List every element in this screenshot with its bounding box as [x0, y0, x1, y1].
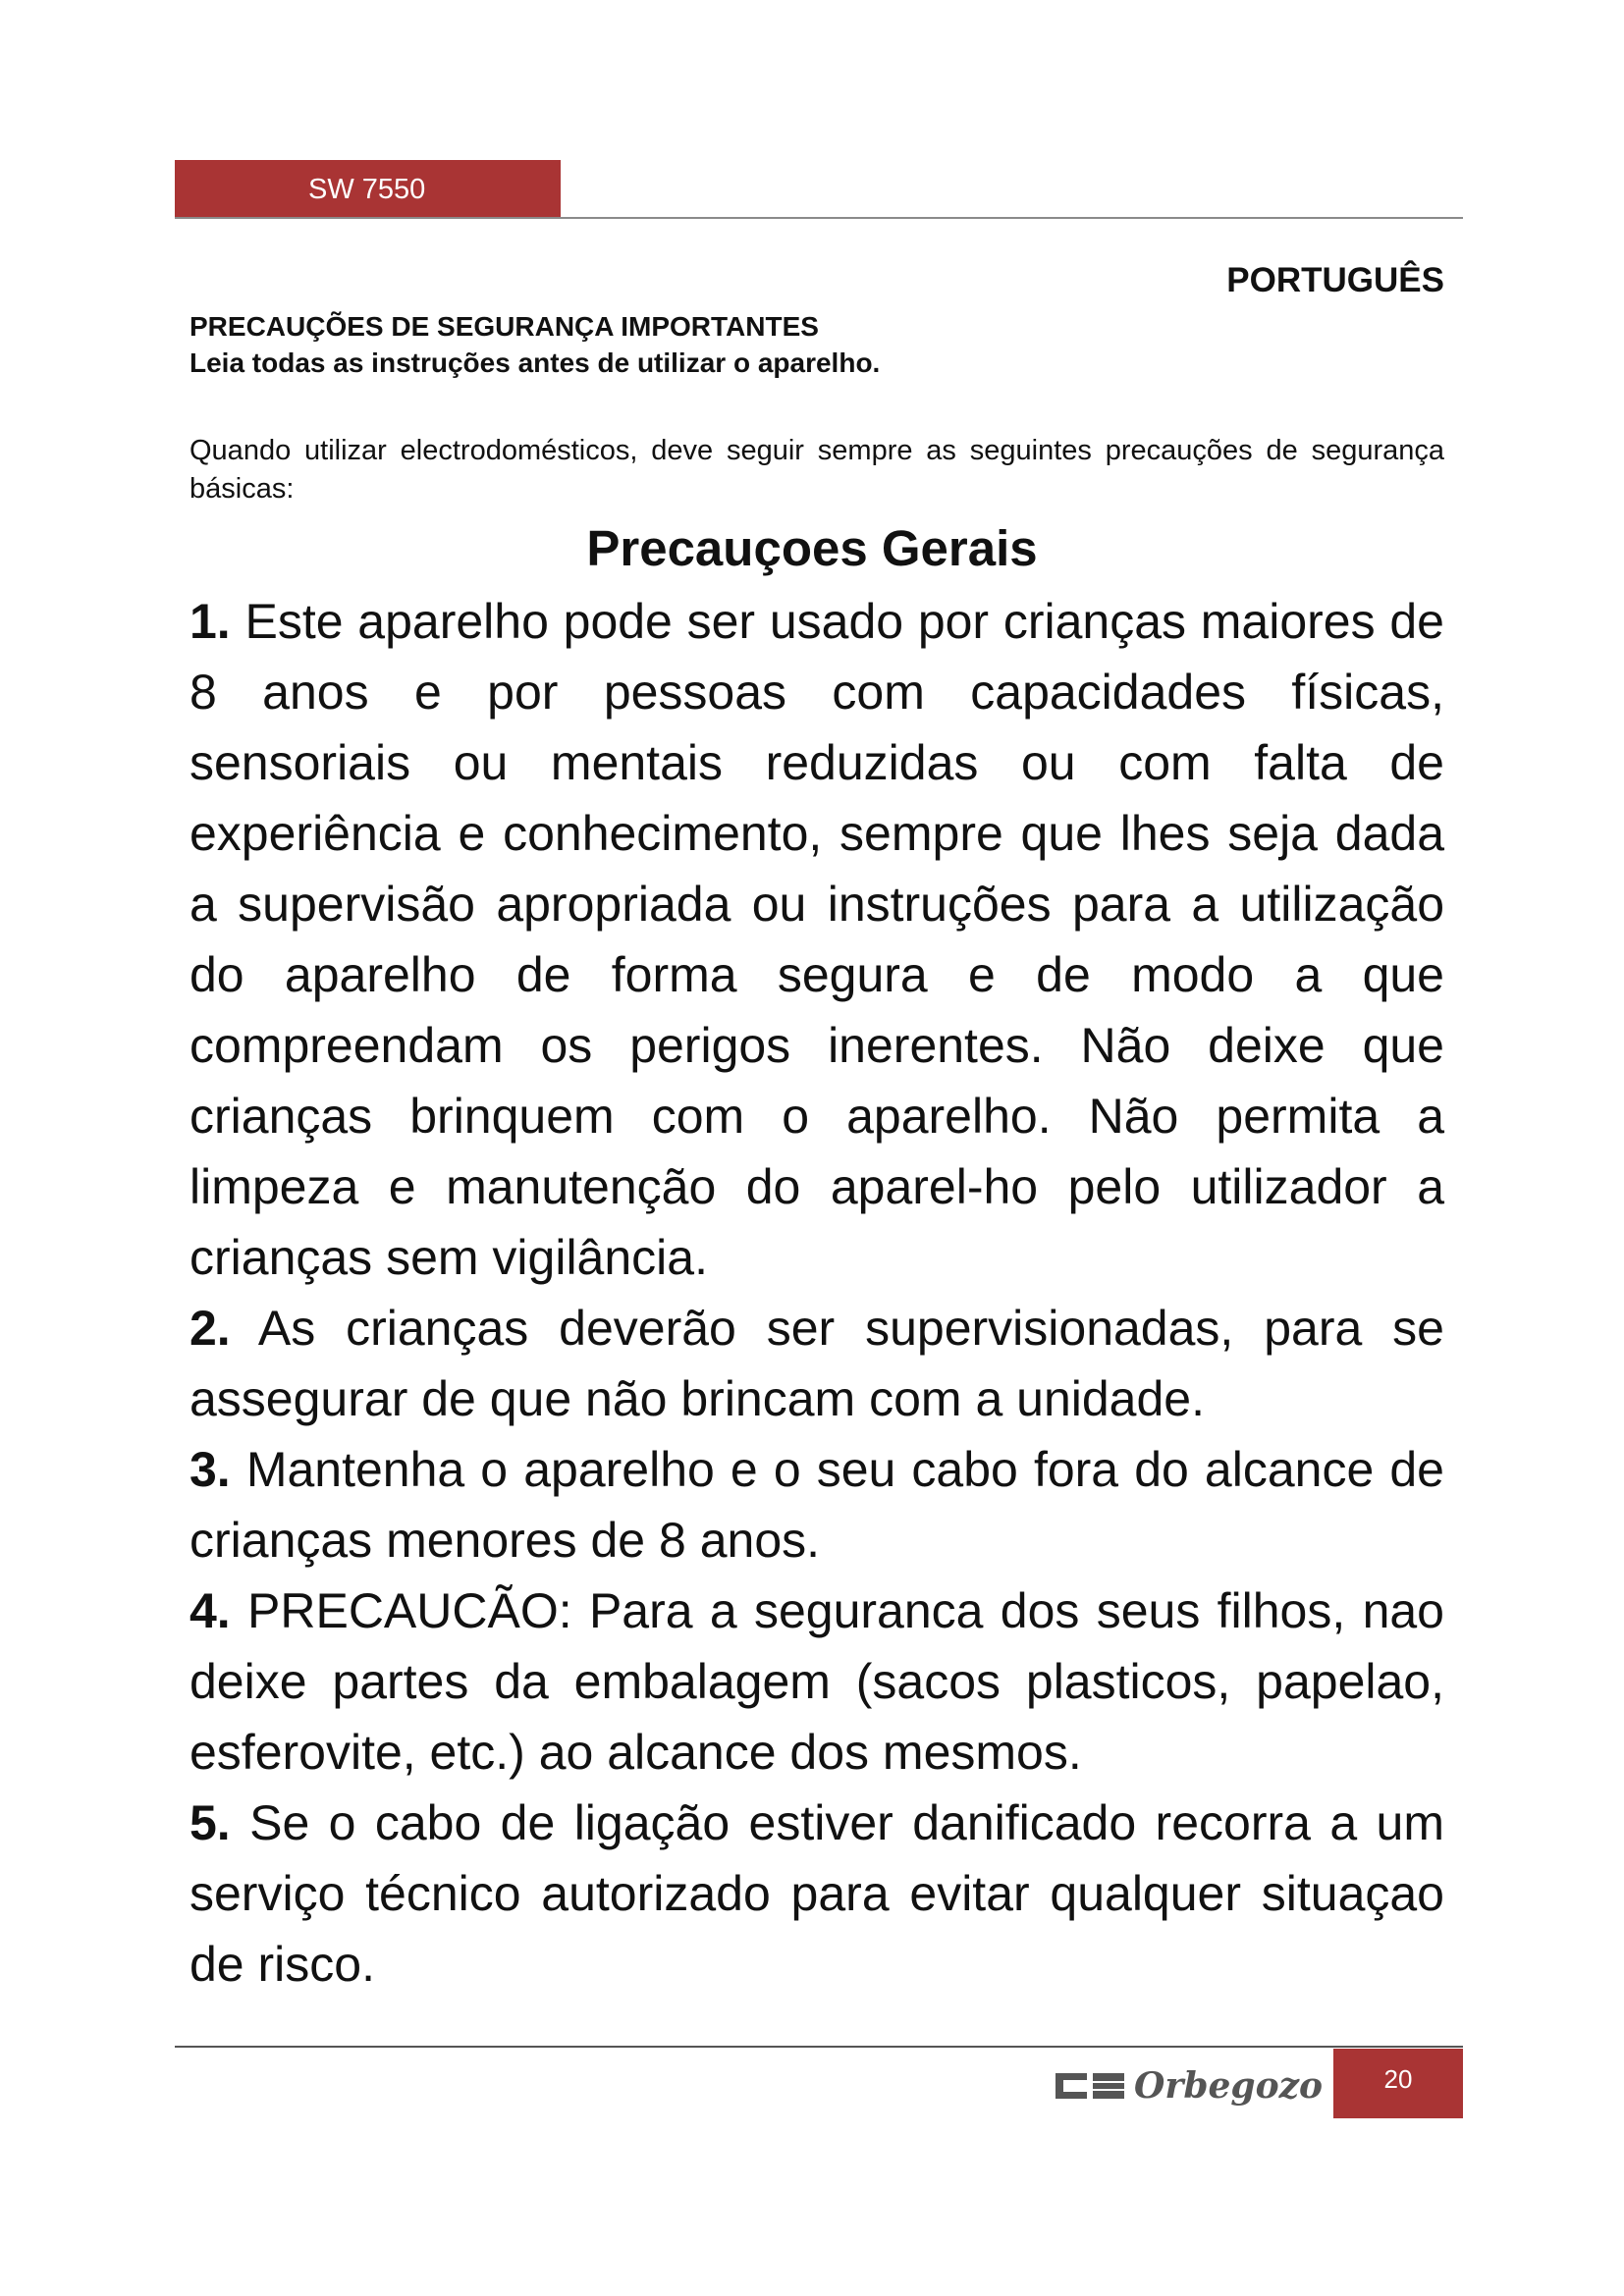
item-number: 3.	[189, 1442, 231, 1497]
item-text: Se o cabo de ligação estiver danificado recorra a um serviço técnico autorizado para evitar qualquer situaçao de risco.	[189, 1795, 1444, 1992]
section-title: Precauçoes Gerais	[586, 520, 1038, 576]
item-number: 1.	[189, 594, 231, 649]
logo-mark-icon	[1056, 2069, 1128, 2109]
item-text: Mantenha o aparelho e o seu cabo fora do alcance de crianças menores de 8 anos.	[189, 1442, 1444, 1568]
precaution-item-1	[189, 586, 1444, 1293]
precaution-item-3	[189, 1434, 1444, 1575]
item-text: PRECAUCÃO: Para a seguranca dos seus filhos, nao deixe partes da embalagem (sacos plasticos, papelao, esferovite, etc.) ao alcance dos mesmos.	[189, 1583, 1444, 1780]
precautions-list	[189, 586, 1444, 2000]
brand-logo	[1056, 2063, 1324, 2109]
item-number: 4.	[189, 1583, 231, 1638]
precaution-item-5	[189, 1788, 1444, 2000]
safety-heading: PRECAUÇÕES DE SEGURANÇA IMPORTANTES	[189, 311, 819, 342]
footer-divider	[175, 2046, 1463, 2048]
item-number: 5.	[189, 1795, 231, 1850]
precaution-item-2	[189, 1293, 1444, 1434]
brand-name: Orbegozo	[1134, 2065, 1324, 2107]
precaution-item-4	[189, 1575, 1444, 1788]
safety-subheading: Leia todas as instruções antes de utilizar o aparelho.	[189, 347, 881, 378]
item-text: As crianças deverão ser supervisionadas, para se assegurar de que não brincam com a unidade.	[189, 1301, 1444, 1426]
model-tab	[175, 160, 561, 217]
intro-paragraph: Quando utilizar electrodomésticos, deve seguir sempre as seguintes precauções de segurança básicas:	[189, 435, 1444, 505]
item-number: 2.	[189, 1301, 231, 1356]
page-number-badge	[1333, 2049, 1463, 2118]
language-label: PORTUGUÊS	[1226, 261, 1444, 299]
item-text: Este aparelho pode ser usado por crianças maiores de 8 anos e por pessoas com capacidades físicas, sensoriais ou mentais reduzidas ou com falta de experiência e conhecimento, sempre que lhes seja dada a supervisão apropriada ou instruções para a utilização do aparelho de forma segura e de modo a que compreendam os perigos inerentes. Não deixe que crianças brinquem com o aparelho. Não permita a limpeza e manutenção do aparel-ho pelo utilizador a crianças sem vigilância.	[189, 594, 1444, 1285]
model-label: SW 7550	[308, 174, 426, 205]
page-number: 20	[1383, 2064, 1413, 2094]
header-divider	[175, 217, 1463, 219]
